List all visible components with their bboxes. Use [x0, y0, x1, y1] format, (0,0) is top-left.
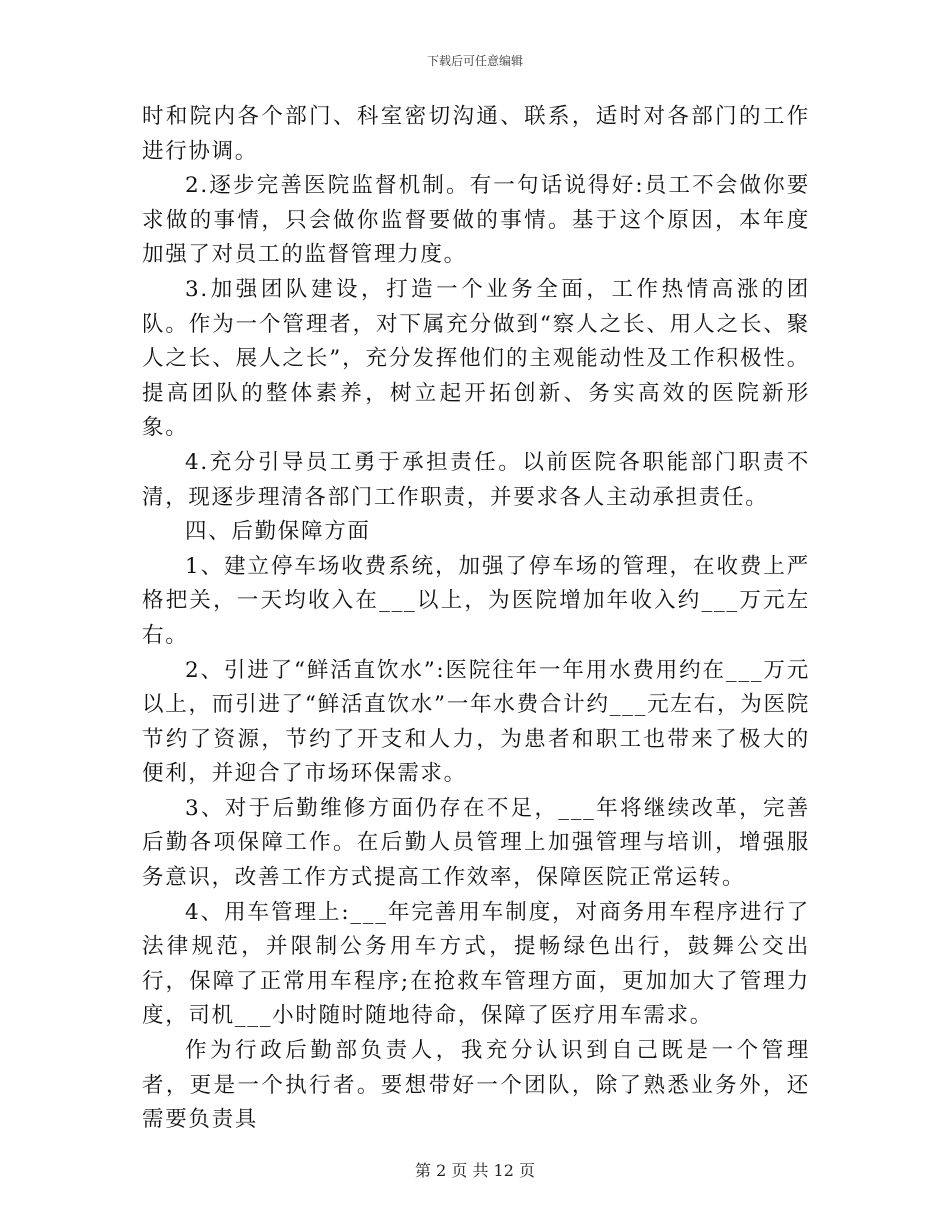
page-footer: 第 2 页 共 12 页 [415, 1161, 535, 1180]
paragraph-maintenance: 3、对于后勤维修方面仍存在不足，___年将继续改革，完善后勤各项保障工作。在后勤人员管理上加强管理与培训，增强服务意识，改善工作方式提高工作效率，保障医院正常运转。 [142, 795, 810, 891]
paragraph-coordination: 时和院内各个部门、科室密切沟通、联系，适时对各部门的工作进行协调。 [142, 104, 810, 164]
section-heading-logistics: 四、后勤保障方面 [185, 519, 371, 545]
paragraph-supervision: 2.逐步完善医院监督机制。有一句话说得好:员工不会做你要求做的事情，只会做你监督要做的事情。基于这个原因，本年度加强了对员工的监督管理力度。 [142, 173, 811, 268]
paragraph-team-building: 3.加强团队建设，打造一个业务全面，工作热情高涨的团队。作为一个管理者，对下属充分做到“察人之长、用人之长、聚人之长、展人之长”，充分发挥他们的主观能动性及工作积极性。提高团队的整体素养，树立起开拓创新、务实高效的医院新形象。 [142, 276, 810, 441]
paragraph-vehicles: 4、用车管理上:___年完善用车制度，对商务用车程序进行了法律规范，并限制公务用车方式，提畅绿色出行，鼓舞公交出行，保障了正常用车程序;在抢救车管理方面，更加加大了管理力度，司机___小时随时随地待命，保障了医疗用车需求。 [142, 899, 810, 1029]
page-header: 下载后可任意编辑 [426, 54, 523, 68]
paragraph-closing: 作为行政后勤部负责人，我充分认识到自己既是一个管理者，更是一个执行者。要想带好一个团队，除了熟悉业务外，还需要负责具 [142, 1038, 810, 1133]
paragraph-drinking-water: 2、引进了“鲜活直饮水”:医院往年一年用水费用约在___万元以上，而引进了“鲜活直饮水”一年水费合计约___元左右，为医院节约了资源，节约了开支和人力，为患者和职工也带来了极大的便利，并迎合了市场环保需求。 [142, 657, 810, 787]
paragraph-responsibility: 4.充分引导员工勇于承担责任。以前医院各职能部门职责不清，现逐步理清各部门工作职责，并要求各人主动承担责任。 [142, 449, 810, 510]
document-body [142, 100, 810, 1138]
paragraph-parking: 1、建立停车场收费系统，加强了停车场的管理，在收费上严格把关，一天均收入在___以上，为医院增加年收入约___万元左右。 [142, 553, 810, 648]
